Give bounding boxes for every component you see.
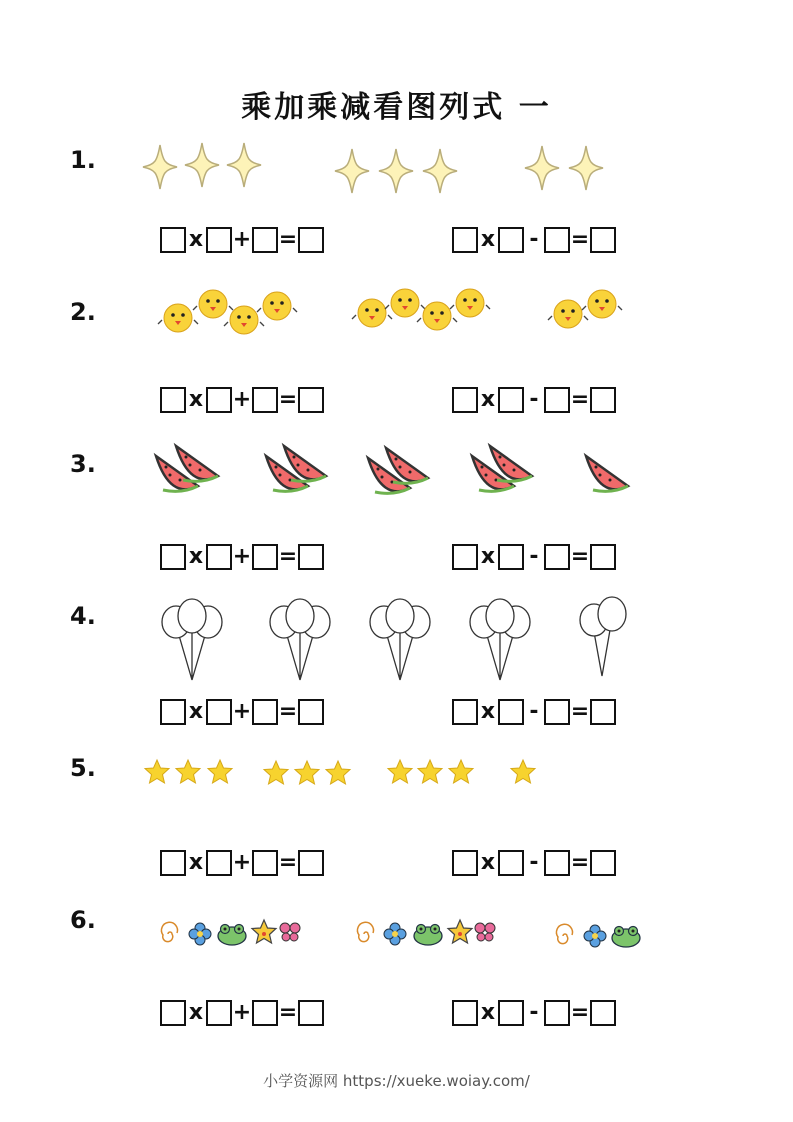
- answer-box[interactable]: [544, 850, 570, 876]
- answer-box[interactable]: [544, 387, 570, 413]
- chick-icon: [352, 299, 392, 327]
- answer-box[interactable]: [298, 850, 324, 876]
- answer-box[interactable]: [252, 850, 278, 876]
- answer-box[interactable]: [590, 850, 616, 876]
- frog-icon: [612, 927, 640, 948]
- chick-icon: [450, 289, 490, 317]
- answer-box[interactable]: [452, 544, 478, 570]
- butterfly-icon: [280, 923, 300, 941]
- answer-box[interactable]: [452, 699, 478, 725]
- question-number: 4.: [70, 602, 96, 630]
- multiply-add-equation: x + =: [160, 998, 324, 1028]
- frog-icon: [218, 925, 246, 946]
- star-icon: [326, 761, 350, 784]
- star-face-icon: [252, 920, 276, 943]
- chick-icon: [582, 290, 622, 318]
- star-icon: [418, 760, 442, 783]
- question-number: 3.: [70, 450, 96, 478]
- answer-box[interactable]: [206, 850, 232, 876]
- answer-box[interactable]: [206, 699, 232, 725]
- answer-box[interactable]: [160, 387, 186, 413]
- frog-icon: [414, 925, 442, 946]
- star-icon: [295, 761, 319, 784]
- multiply-subtract-equation: x - =: [452, 385, 616, 415]
- star-icon: [264, 761, 288, 784]
- star-icon: [511, 760, 535, 783]
- answer-box[interactable]: [206, 1000, 232, 1026]
- answer-box[interactable]: [498, 699, 524, 725]
- answer-box[interactable]: [544, 227, 570, 253]
- multiply-subtract-equation: x - =: [452, 225, 616, 255]
- swirl-icon: [161, 922, 177, 941]
- star-icon: [176, 760, 200, 783]
- multiply-subtract-equation: x - =: [452, 542, 616, 572]
- answer-box[interactable]: [206, 387, 232, 413]
- multiply-subtract-equation: x - =: [452, 848, 616, 878]
- answer-box[interactable]: [590, 699, 616, 725]
- star-face-icon: [448, 920, 472, 943]
- chick-icon: [193, 290, 233, 318]
- answer-box[interactable]: [498, 544, 524, 570]
- answer-box[interactable]: [498, 387, 524, 413]
- answer-box[interactable]: [590, 544, 616, 570]
- sparkle-icon: [525, 146, 559, 190]
- picture-group-chicks: [140, 280, 660, 370]
- balloon-bunch-icon: [270, 599, 330, 680]
- question-number: 6.: [70, 906, 96, 934]
- balloon-bunch-icon: [580, 597, 626, 676]
- butterfly-icon: [475, 923, 495, 941]
- sparkle-icon: [143, 145, 177, 189]
- answer-box[interactable]: [590, 387, 616, 413]
- answer-box[interactable]: [590, 227, 616, 253]
- answer-box[interactable]: [252, 544, 278, 570]
- swirl-icon: [357, 922, 373, 941]
- balloon-bunch-icon: [162, 599, 222, 680]
- picture-group-sparkles: [140, 135, 660, 225]
- answer-box[interactable]: [298, 544, 324, 570]
- star-icon: [388, 760, 412, 783]
- picture-group-stars: [140, 748, 660, 798]
- swirl-icon: [556, 924, 572, 943]
- answer-box[interactable]: [544, 1000, 570, 1026]
- sparkle-icon: [185, 143, 219, 187]
- answer-box[interactable]: [252, 699, 278, 725]
- answer-box[interactable]: [298, 387, 324, 413]
- chick-icon: [385, 289, 425, 317]
- balloon-bunch-icon: [470, 599, 530, 680]
- answer-box[interactable]: [590, 1000, 616, 1026]
- flower-icon: [384, 923, 406, 945]
- answer-box[interactable]: [160, 1000, 186, 1026]
- page-title: 乘加乘减看图列式 一: [241, 90, 552, 125]
- flower-icon: [189, 923, 211, 945]
- multiply-subtract-equation: x - =: [452, 697, 616, 727]
- answer-box[interactable]: [452, 1000, 478, 1026]
- answer-box[interactable]: [298, 1000, 324, 1026]
- answer-box[interactable]: [498, 227, 524, 253]
- answer-box[interactable]: [160, 544, 186, 570]
- answer-box[interactable]: [160, 699, 186, 725]
- multiply-add-equation: x + =: [160, 697, 324, 727]
- answer-box[interactable]: [298, 699, 324, 725]
- sparkle-icon: [423, 149, 457, 193]
- chick-icon: [158, 304, 198, 332]
- balloon-bunch-icon: [370, 599, 430, 680]
- star-icon: [145, 760, 169, 783]
- multiply-add-equation: x + =: [160, 225, 324, 255]
- question-number: 2.: [70, 298, 96, 326]
- multiply-subtract-equation: x - =: [452, 998, 616, 1028]
- watermelon-icon: [586, 456, 628, 491]
- answer-box[interactable]: [452, 387, 478, 413]
- question-number: 5.: [70, 754, 96, 782]
- answer-box[interactable]: [544, 699, 570, 725]
- sparkle-icon: [379, 149, 413, 193]
- star-icon: [208, 760, 232, 783]
- answer-box[interactable]: [160, 850, 186, 876]
- star-icon: [449, 760, 473, 783]
- sparkle-icon: [227, 143, 261, 187]
- picture-group-watermelons: [140, 430, 660, 520]
- answer-box[interactable]: [452, 227, 478, 253]
- chick-icon: [548, 300, 588, 328]
- answer-box[interactable]: [206, 544, 232, 570]
- answer-box[interactable]: [252, 227, 278, 253]
- answer-box[interactable]: [298, 227, 324, 253]
- multiply-add-equation: x + =: [160, 848, 324, 878]
- question-number: 1.: [70, 146, 96, 174]
- sparkle-icon: [335, 149, 369, 193]
- flower-icon: [584, 925, 606, 947]
- answer-box[interactable]: [206, 227, 232, 253]
- multiply-add-equation: x + =: [160, 542, 324, 572]
- sparkle-icon: [569, 146, 603, 190]
- answer-box[interactable]: [498, 1000, 524, 1026]
- picture-group-balloons: [140, 592, 660, 684]
- answer-box[interactable]: [252, 387, 278, 413]
- answer-box[interactable]: [452, 850, 478, 876]
- answer-box[interactable]: [160, 227, 186, 253]
- chick-icon: [257, 292, 297, 320]
- answer-box[interactable]: [252, 1000, 278, 1026]
- answer-box[interactable]: [544, 544, 570, 570]
- picture-group-stickers: [140, 912, 660, 956]
- multiply-add-equation: x + =: [160, 385, 324, 415]
- answer-box[interactable]: [498, 850, 524, 876]
- footer-source: 小学资源网 https://xueke.woiay.com/: [263, 1072, 530, 1090]
